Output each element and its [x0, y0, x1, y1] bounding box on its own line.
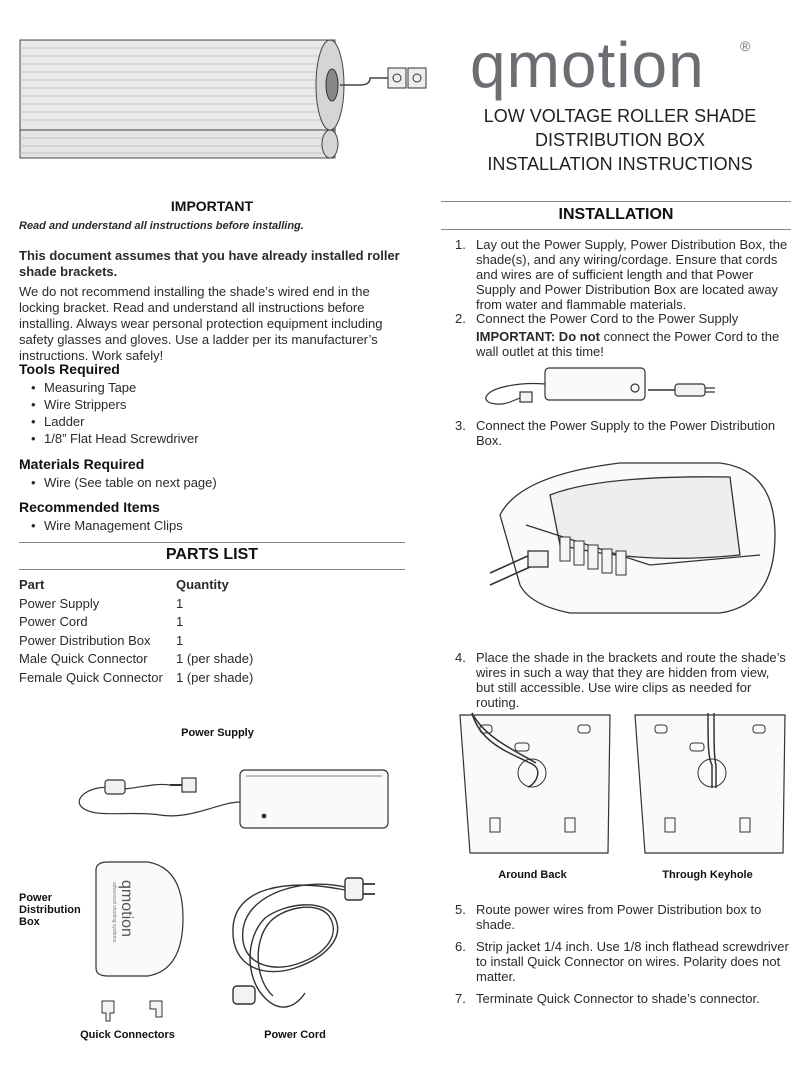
distribution-box-illustration [88, 858, 188, 983]
part-name: Power Distribution Box [19, 632, 151, 648]
important-section [19, 218, 405, 364]
step-number: 3. [455, 418, 466, 433]
table-header-row [19, 577, 253, 596]
recommended-heading: Recommended Items [19, 499, 160, 515]
part-name: Power Cord [19, 614, 88, 629]
caption-power-cord: Power Cord [264, 1029, 326, 1041]
tools-section [19, 361, 405, 447]
step2-power-supply-illustration [480, 362, 780, 412]
title-line-2: DISTRIBUTION BOX [534, 130, 705, 150]
brand-logo [470, 30, 750, 100]
caption-line: Box [19, 916, 40, 928]
column-header-quantity: Quantity [176, 577, 229, 592]
step-text: Connect the Power Supply to the Power Distribution Box. [476, 418, 776, 448]
caption-quick-connectors: Quick Connectors [80, 1029, 175, 1041]
part-qty: 1 [176, 595, 184, 611]
tools-heading: Tools Required [19, 361, 120, 377]
step-number: 5. [455, 902, 466, 917]
table-row [19, 633, 253, 652]
list-item: • Wire (See table on next page) [19, 474, 405, 491]
divider [441, 201, 791, 202]
step-text: Route power wires from Power Distribution box to shade. [476, 902, 762, 932]
box-logo-text: qmotion [118, 880, 135, 937]
important-heading: IMPORTANT [170, 198, 254, 214]
part-qty: 1 [176, 632, 184, 648]
step-number: 4. [455, 650, 466, 665]
step4-brackets-illustration [450, 703, 790, 863]
document-title [450, 104, 790, 176]
step-7 [455, 991, 790, 1006]
list-item: • Wire Strippers [19, 396, 405, 413]
step-number: 7. [455, 991, 466, 1006]
list-item: • Wire Management Clips [19, 517, 405, 534]
step-text: Connect the Power Cord to the Power Supply [476, 311, 739, 326]
caption-line: Power [19, 892, 53, 904]
list-item: • Ladder [19, 413, 405, 430]
title-line-3: INSTALLATION INSTRUCTIONS [487, 154, 753, 174]
registered-mark: ® [740, 38, 751, 54]
roller-shade-illustration [0, 30, 450, 165]
box-tagline-text: advanced shading systems [111, 882, 117, 943]
installation-heading: INSTALLATION [558, 206, 674, 223]
step-text: Terminate Quick Connector to shade’s connector. [476, 991, 760, 1006]
step-2 [455, 311, 790, 359]
warning-bold: IMPORTANT: Do not [476, 329, 600, 344]
divider [19, 542, 405, 543]
parts-table [19, 577, 253, 688]
part-name: Male Quick Connector [19, 651, 148, 666]
step-5 [455, 902, 790, 932]
step3-distribution-box-illustration [490, 455, 780, 620]
quick-connectors-illustration [98, 997, 178, 1027]
step-3 [455, 418, 790, 448]
logo-text: qmotion [470, 29, 705, 101]
step-text: Strip jacket 1/4 inch. Use 1/8 inch flathead screwdriver to install Quick Connector on wires. Polarity does not matter. [476, 939, 789, 984]
step-text: Lay out the Power Supply, Power Distribution Box, the shade(s), and any wiring/cordage. Ensure that cords and wires are of sufficient length and that Power Supply and Power Distribution Box are located away from water and flammable materials. [476, 237, 788, 312]
part-qty: 1 (per shade) [176, 669, 254, 685]
caption-line: Distribution [19, 904, 81, 916]
divider [19, 569, 405, 570]
tools-list [19, 379, 405, 447]
caption-power-supply: Power Supply [181, 727, 254, 739]
power-supply-illustration [70, 760, 400, 840]
step-number: 1. [455, 237, 466, 252]
caption-around-back: Around Back [498, 869, 567, 881]
recommended-section [19, 499, 405, 534]
list-item: • Measuring Tape [19, 379, 405, 396]
caption-distribution-box [19, 892, 89, 928]
title-line-1: LOW VOLTAGE ROLLER SHADE [483, 106, 757, 126]
part-name: Power Supply [19, 595, 100, 611]
list-item: • 1/8” Flat Head Screwdriver [19, 430, 405, 447]
table-row [19, 596, 253, 615]
step-number: 2. [455, 311, 466, 326]
table-row [19, 614, 253, 633]
step-number: 6. [455, 939, 466, 954]
step-4 [455, 650, 790, 710]
part-qty: 1 (per shade) [176, 651, 254, 666]
part-name: Female Quick Connector [19, 669, 163, 685]
table-row [19, 651, 253, 670]
step-text: Place the shade in the brackets and route the shade’s wires in such a way that they are hidden from view, but still accessible. Use wire clips as needed for routing. [476, 650, 786, 710]
materials-heading: Materials Required [19, 456, 145, 472]
step-warning [476, 329, 790, 359]
step-1 [455, 237, 790, 312]
divider [441, 229, 791, 230]
materials-section [19, 456, 405, 491]
table-row [19, 670, 253, 689]
materials-list [19, 474, 405, 491]
part-qty: 1 [176, 614, 184, 629]
column-header-part: Part [19, 577, 45, 592]
assumption-note: This document assumes that you have already installed roller shade brackets. [19, 248, 400, 279]
warning-rest: connect the Power Cord to the wall outlet at this time! [476, 329, 780, 359]
important-body: We do not recommend installing the shade’s wired end in the locking bracket. Read and understand all instructions before installing. Always wear personal protection equipment including safety glasses and gloves. Use a ladder per its manufacturer’s instructions. Work safely! [19, 284, 383, 363]
recommended-list [19, 517, 405, 534]
step-6 [455, 939, 790, 984]
power-cord-illustration [225, 868, 385, 1023]
caption-through-keyhole: Through Keyhole [662, 869, 753, 881]
parts-list-heading: PARTS LIST [165, 546, 259, 563]
read-note: Read and understand all instructions before installing. [19, 220, 304, 232]
